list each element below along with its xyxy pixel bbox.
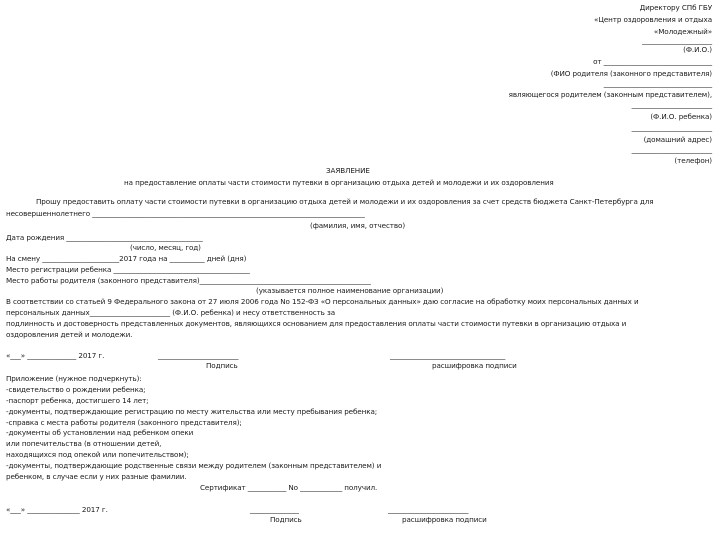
- consent-line-1: В соответствии со статьей 9 Федерального закона от 27 июля 2006 года No 152-ФЗ «О персональных данных» даю согласие на обработку моих персональных данных и: [6, 297, 639, 306]
- workplace-line: Место работы родителя (законного представителя)_________________________________________________: [6, 276, 371, 285]
- signature-decode-blank-2: _______________________: [388, 505, 469, 514]
- attachment-item: -справка с места работы родителя (законного представителя);: [6, 418, 242, 427]
- attachment-item: ребенком, в случае если у них разные фамилии.: [6, 472, 187, 481]
- child-name-blank: _______________________: [631, 100, 712, 109]
- consent-line-2: персональных данных_______________________ (Ф.И.О. ребенка) и несу ответственность за: [6, 308, 336, 317]
- parent-name-caption: (ФИО родителя (законного представителя): [550, 69, 712, 78]
- consent-line-3: подлинность и достоверность представленных документов, являющихся основанием для предоставления оплаты части стоимости путевки в организацию отдыха и: [6, 319, 627, 328]
- attachment-item: -документы, подтверждающие родственные связи между родителем (законным представителем) и: [6, 461, 382, 470]
- from-line: от _______________________________: [593, 57, 712, 66]
- birth-date-caption: (число, месяц, год): [130, 243, 201, 252]
- phone-blank: _______________________: [631, 145, 712, 154]
- phone-caption: (телефон): [674, 156, 712, 165]
- document-title: ЗАЯВЛЕНИЕ: [326, 166, 370, 175]
- addressee-line-3: «Молодежный»: [653, 27, 712, 36]
- document-subtitle: на предоставление оплаты части стоимости путевки в организацию отдыха детей и молодежи и их оздоровления: [124, 178, 554, 187]
- address-caption: (домашний адрес): [643, 135, 712, 144]
- signature-blank-1: _______________________: [158, 351, 239, 360]
- attachment-item: -документы об установлении над ребенком опеки: [6, 428, 194, 437]
- director-name-blank: ____________________: [642, 36, 712, 45]
- attachment-item: -документы, подтверждающие регистрацию по месту жительства или месту пребывания ребенка;: [6, 407, 378, 416]
- signature-date-1: «___» ______________ 2017 г.: [6, 351, 105, 360]
- address-blank: _______________________: [631, 123, 712, 132]
- signature-decode-caption-1: расшифровка подписи: [432, 361, 517, 370]
- parent-role-line: являющегося родителем (законным представителем),: [508, 90, 712, 99]
- director-name-caption: (Ф.И.О.): [683, 45, 712, 54]
- registration-line: Место регистрации ребенка _______________________________________: [6, 265, 250, 274]
- signature-caption-1: Подпись: [206, 361, 238, 370]
- signature-decode-caption-2: расшифровка подписи: [402, 515, 487, 524]
- attachments-heading: Приложение (нужное подчеркнуть):: [6, 374, 142, 383]
- request-line-1: Прошу предоставить оплату части стоимости путевки в организацию отдыха детей и молодежи и их оздоровления за счет средств бюджета Санкт-Петербурга для: [36, 197, 654, 206]
- request-line-2: несовершеннолетнего ______________________________________________________________________________: [6, 209, 365, 218]
- attachment-item: -свидетельство о рождении ребенка;: [6, 385, 146, 394]
- birth-date-line: Дата рождения _______________________________________: [6, 233, 203, 242]
- attachment-item: находящихся под опекой или попечительством);: [6, 450, 189, 459]
- signature-caption-2: Подпись: [270, 515, 302, 524]
- consent-line-4: оздоровления детей и молодежи.: [6, 330, 133, 339]
- addressee-line-2: «Центр оздоровления и отдыха: [594, 15, 712, 24]
- signature-decode-blank-1: _________________________________: [390, 351, 506, 360]
- attachment-item: или попечительства (в отношении детей,: [6, 439, 162, 448]
- certificate-line: Сертификат ___________ No ____________ получил.: [200, 483, 378, 492]
- child-name-caption: (Ф.И.О. ребенка): [650, 112, 712, 121]
- signature-date-2: «___» _______________ 2017 г.: [6, 505, 108, 514]
- signature-blank-2: ______________: [250, 505, 299, 514]
- workplace-caption: (указывается полное наименование организации): [256, 286, 444, 295]
- shift-line: На смену ______________________2017 года на __________ дней (дня): [6, 254, 247, 263]
- child-fio-caption: (фамилия, имя, отчество): [310, 221, 406, 230]
- parent-blank: _______________________________: [603, 79, 712, 88]
- addressee-line-1: Директору СПб ГБУ: [639, 3, 712, 12]
- attachment-item: -паспорт ребенка, достигшего 14 лет;: [6, 396, 149, 405]
